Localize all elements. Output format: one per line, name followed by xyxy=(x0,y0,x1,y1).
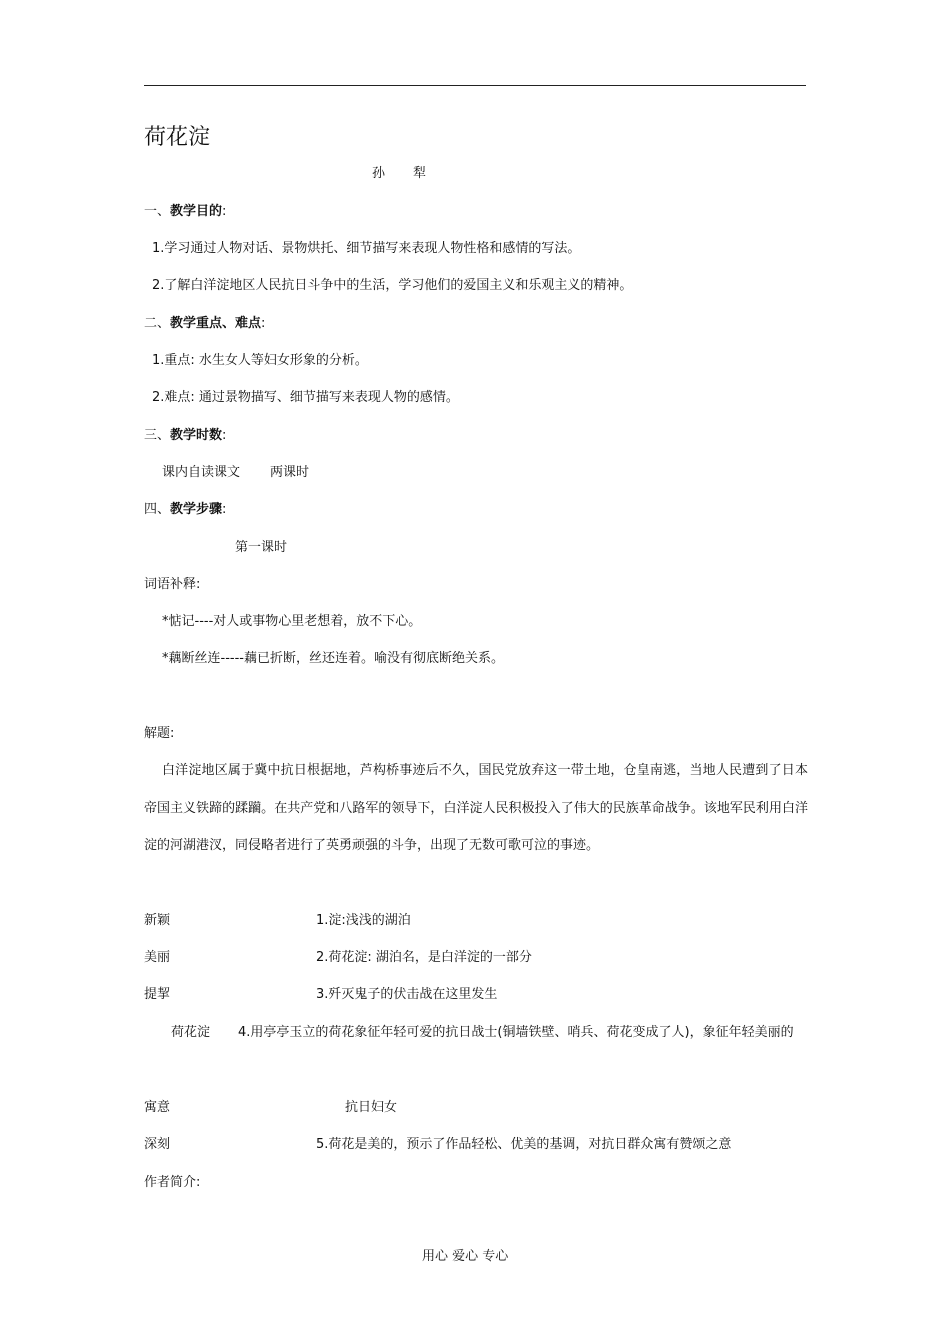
document-title: 荷花淀 xyxy=(144,125,211,150)
vocab-item-2: *藕断丝连-----藕已折断，丝还连着。喻没有彻底断绝关系。 xyxy=(162,651,504,666)
author-name: 孙 犁 xyxy=(372,166,427,181)
analysis-left-6: 深刻 xyxy=(144,1137,171,1152)
analysis-left-1: 新颖 xyxy=(144,913,171,928)
analysis-row-4: 荷花淀 4.用亭亭玉立的荷花象征年轻可爱的抗日战士(铜墙铁壁、哨兵、荷花变成了人)，象征年轻美丽的 xyxy=(171,1025,794,1040)
class-hours: 课内自读课文 两课时 xyxy=(162,465,310,480)
header-rule xyxy=(144,85,806,86)
vocab-heading: 词语补释: xyxy=(144,577,201,592)
objective-item-1: 1.学习通过人物对话、景物烘托、细节描写来表现人物性格和感情的写法。 xyxy=(152,241,581,256)
difficulty-item: 2.难点: 通过景物描写、细节描写来表现人物的感情。 xyxy=(152,390,459,405)
analysis-right-6: 5.荷花是美的，预示了作品轻松、优美的基调，对抗日群众寓有赞颂之意 xyxy=(316,1137,732,1152)
analysis-left-3: 提挈 xyxy=(144,987,171,1002)
section-heading-4: 四、教学步骤: xyxy=(144,502,227,517)
author-intro-heading: 作者简介: xyxy=(144,1175,201,1190)
objective-item-2: 2.了解白洋淀地区人民抗日斗争中的生活，学习他们的爱国主义和乐观主义的精神。 xyxy=(152,278,633,293)
jieti-paragraph: 白洋淀地区属于冀中抗日根据地，芦构桥事迹后不久，国民党放弃这一带土地，仓皇南逃，当地人民遭到了日本帝国主义铁蹄的蹂躏。在共产党和八路军的领导下，白洋淀人民积极投入了伟大的民族革命战争。该地军民利用白洋淀的河湖港汊，同侵略者进行了英勇顽强的斗争，出现了无数可歌可泣的事迹。 xyxy=(144,763,808,853)
key-point-item: 1.重点: 水生女人等妇女形象的分析。 xyxy=(152,353,368,368)
vocab-item-1: *惦记----对人或事物心里老想着，放不下心。 xyxy=(162,614,422,629)
analysis-right-2: 2.荷花淀: 湖泊名，是白洋淀的一部分 xyxy=(316,950,532,965)
analysis-right-5: 抗日妇女 xyxy=(345,1100,398,1115)
analysis-left-2: 美丽 xyxy=(144,950,171,965)
section-heading-3: 三、教学时数: xyxy=(144,428,227,443)
jieti-heading: 解题: xyxy=(144,726,175,741)
analysis-right-3: 3.歼灭鬼子的伏击战在这里发生 xyxy=(316,987,498,1002)
section-heading-1: 一、教学目的: xyxy=(144,204,227,219)
analysis-right-1: 1.淀:浅浅的湖泊 xyxy=(316,913,411,928)
section-heading-2: 二、教学重点、难点: xyxy=(144,316,266,331)
lesson-label: 第一课时 xyxy=(235,540,288,555)
analysis-left-5: 寓意 xyxy=(144,1100,171,1115)
page-footer: 用心 爱心 专心 xyxy=(422,1249,509,1264)
